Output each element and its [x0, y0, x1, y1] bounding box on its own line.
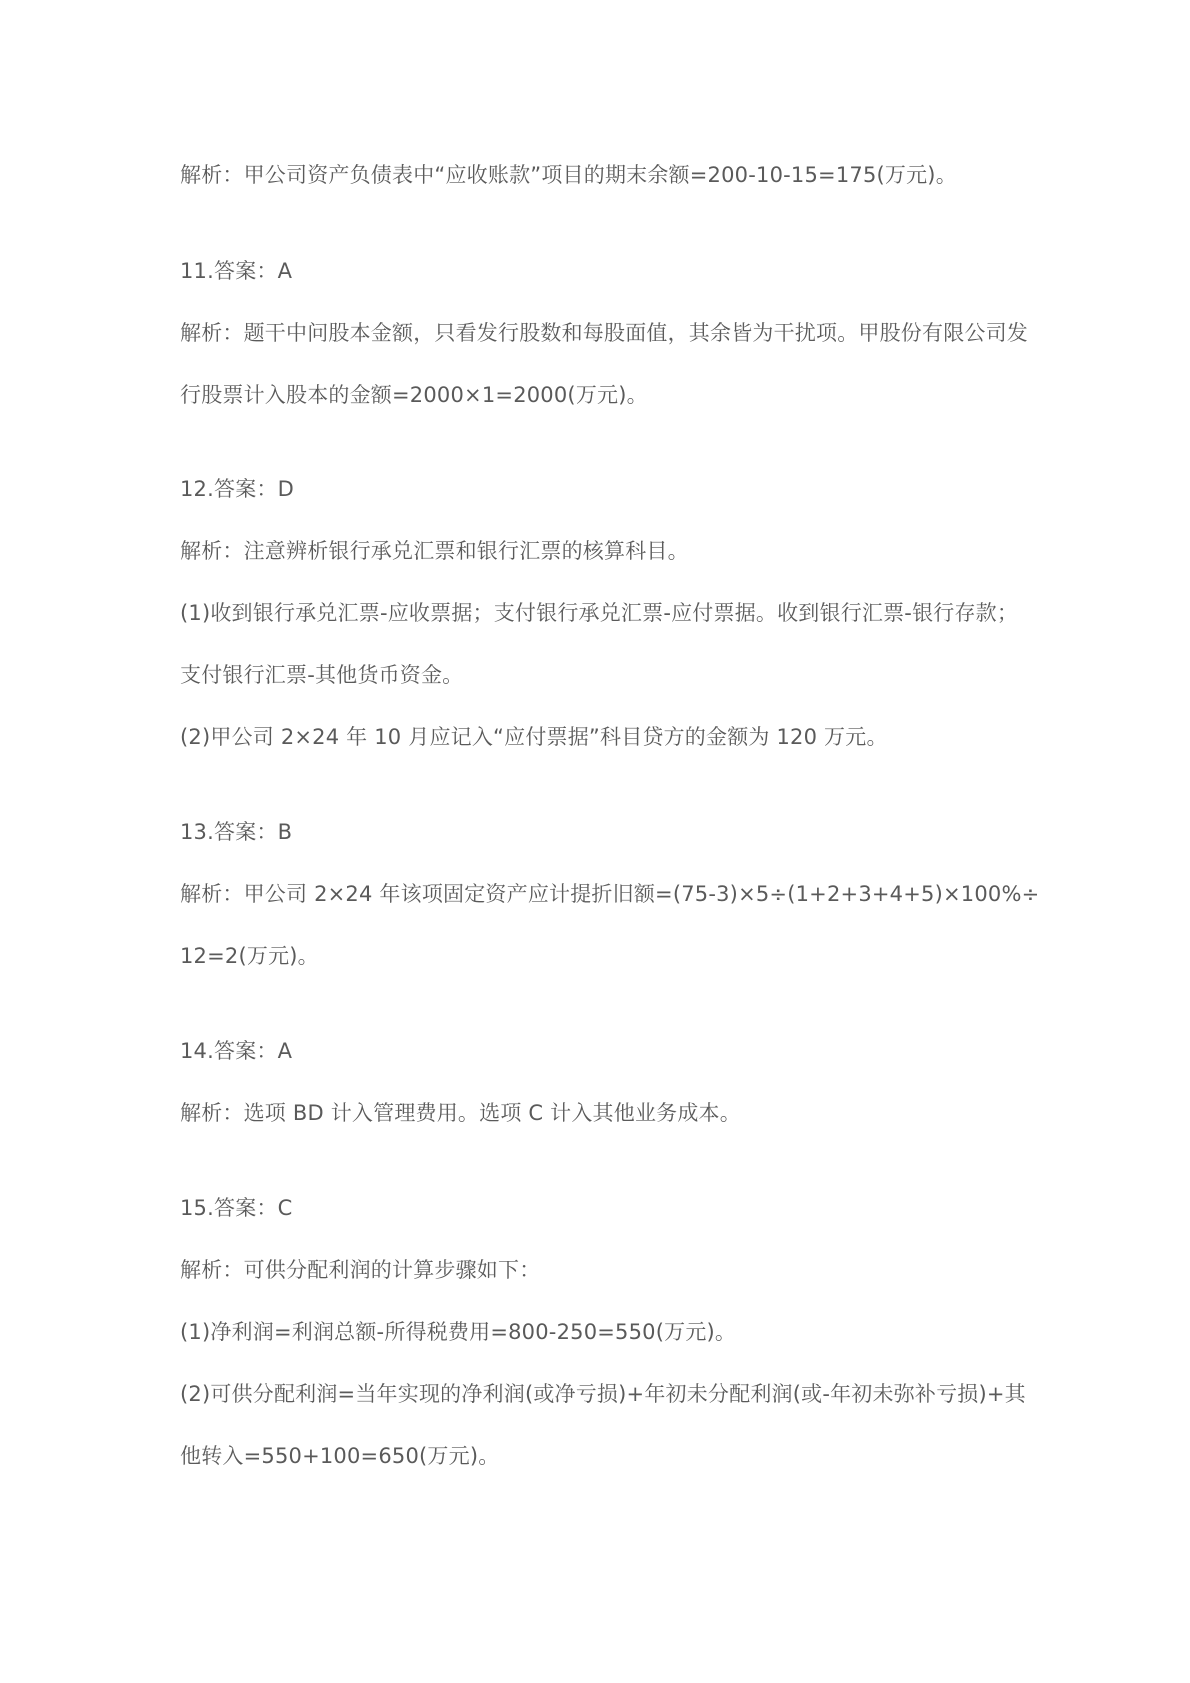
- explanation-15-point2-line1: (2)可供分配利润=当年实现的净利润(或净亏损)+年初未分配利润(或-年初未弥补亏损)+其: [180, 1382, 1026, 1406]
- explanation-11-text-line2: 行股票计入股本的金额=2000×1=2000(万元)。: [180, 383, 648, 407]
- answer-12-heading: 12.答案：D: [180, 477, 294, 501]
- answer-11-heading: 11.答案：A: [180, 259, 293, 283]
- explanation-12-text: 解析：注意辨析银行承兑汇票和银行汇票的核算科目。: [180, 539, 689, 563]
- explanation-15-text: 解析：可供分配利润的计算步骤如下：: [180, 1258, 541, 1282]
- explanation-11-text-line1: 解析：题干中问股本金额，只看发行股数和每股面值，其余皆为干扰项。甲股份有限公司发: [180, 321, 1028, 345]
- answer-15-heading: 15.答案：C: [180, 1196, 293, 1220]
- explanation-13-text-line2: 12=2(万元)。: [180, 944, 319, 968]
- explanation-13-text-line1: 解析：甲公司 2×24 年该项固定资产应计提折旧额=(75-3)×5÷(1+2+3+4+5)×100%÷: [180, 882, 1040, 906]
- answer-14-heading: 14.答案：A: [180, 1039, 293, 1063]
- explanation-15-point2-line2: 他转入=550+100=650(万元)。: [180, 1444, 500, 1468]
- explanation-12-point1-line1: (1)收到银行承兑汇票-应收票据；支付银行承兑汇票-应付票据。收到银行汇票-银行存款；: [180, 601, 1019, 625]
- explanation-15-point1: (1)净利润=利润总额-所得税费用=800-250=550(万元)。: [180, 1320, 737, 1344]
- explanation-12-point1-line2: 支付银行汇票-其他货币资金。: [180, 663, 464, 687]
- explanation-12-point2: (2)甲公司 2×24 年 10 月应记入“应付票据”科目贷方的金额为 120 万元。: [180, 725, 888, 749]
- explanation-10-text: 解析：甲公司资产负债表中“应收账款”项目的期末余额=200-10-15=175(万元)。: [180, 163, 957, 187]
- answer-13-heading: 13.答案：B: [180, 820, 293, 844]
- explanation-14-text: 解析：选项 BD 计入管理费用。选项 C 计入其他业务成本。: [180, 1101, 741, 1125]
